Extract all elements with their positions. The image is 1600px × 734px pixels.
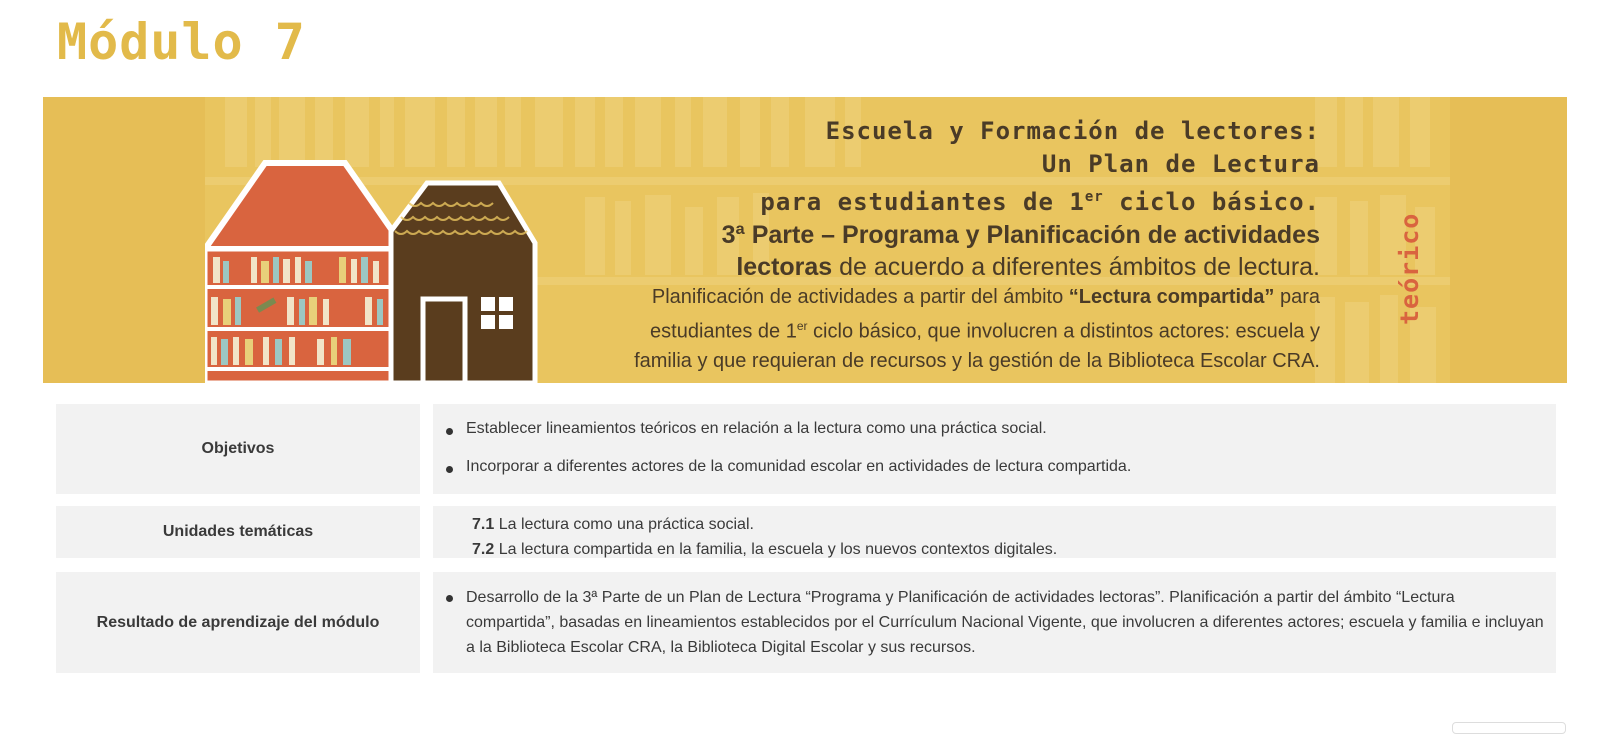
theory-tag: teórico [1395, 212, 1424, 325]
learning-outcome-item: Desarrollo de la 3ª Parte de un Plan de Lectura “Programa y Planificación de actividades lectoras”. Planificación a partir del ámbito “Lectura compartida”, basadas en lineamientos establecidos por el Currículum Nacional Vigente, que involucren a diferentes actores; escuela y familia e incluyan a la Biblioteca Escolar CRA, la Biblioteca Digital Escolar y sus recursos. [466, 585, 1548, 660]
units-label: Unidades temáticas [56, 506, 420, 558]
floating-widget[interactable] [1452, 722, 1566, 734]
objective-item: Incorporar a diferentes actores de la comunidad escolar en actividades de lectura compartida. [466, 456, 1556, 478]
banner-description-line3: familia y que requieran de recursos y la gestión de la Biblioteca Escolar CRA. [634, 349, 1320, 372]
house-illustration [205, 157, 545, 383]
module-title: Módulo 7 [57, 13, 306, 71]
learning-outcome-row [56, 572, 1556, 673]
objective-item: Establecer lineamientos teóricos en relación a la lectura como una práctica social. [466, 418, 1556, 440]
learning-outcome-content [433, 572, 1556, 673]
banner-description-line2: estudiantes de 1er ciclo básico, que involucren a distintos actores: escuela y [650, 319, 1320, 343]
banner-part-subheading: lectoras de acuerdo a diferentes ámbitos de lectura. [736, 253, 1320, 281]
units-row [56, 506, 1556, 558]
module-banner [43, 97, 1567, 383]
banner-title-line1: Escuela y Formación de lectores: [825, 117, 1320, 145]
unit-item: 7.2 La lectura compartida en la familia, la escuela y los nuevos contextos digitales. [472, 541, 1058, 558]
unit-item: 7.1 La lectura como una práctica social. [472, 516, 754, 533]
banner-title-line2: Un Plan de Lectura [1041, 150, 1320, 178]
learning-outcome-label: Resultado de aprendizaje del módulo [56, 572, 420, 673]
banner-description-line1: Planificación de actividades a partir del ámbito “Lectura compartida” para [651, 286, 1320, 308]
objectives-label: Objetivos [56, 404, 420, 494]
banner-title-line3: para estudiantes de 1er ciclo básico. [760, 188, 1320, 216]
banner-part-heading: 3ª Parte – Programa y Planificación de actividades [721, 221, 1320, 249]
objectives-content [433, 404, 1556, 494]
objectives-row [56, 404, 1556, 494]
units-content [433, 506, 1556, 558]
banner-text [634, 115, 1320, 376]
